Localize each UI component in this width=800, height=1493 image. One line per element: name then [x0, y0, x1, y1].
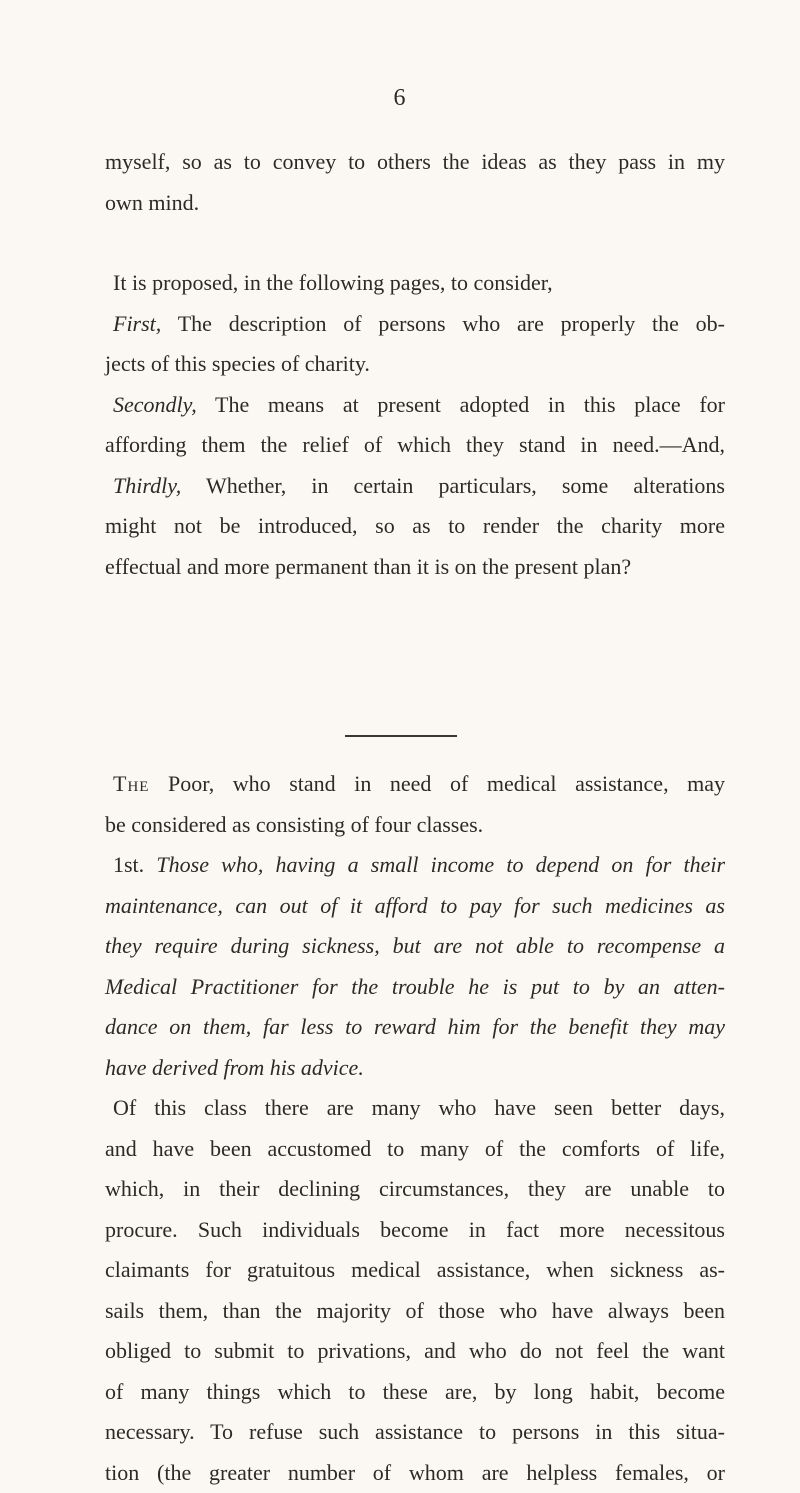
text-line: claimants for gratuitous medical assistance, when sickness as- [105, 1250, 725, 1291]
first-point-line [105, 304, 725, 345]
text-line: maintenance, can out of it afford to pay for such medicines as [105, 886, 725, 927]
text-line: own mind. [105, 183, 725, 224]
second-text: The means at present adopted in this place for [215, 392, 725, 417]
section-divider [345, 735, 457, 737]
first-label: First, [113, 311, 161, 336]
text-line: Medical Practitioner for the trouble he is put to by an atten- [105, 967, 725, 1008]
text-line: sails them, than the majority of those who have always been [105, 1291, 725, 1332]
text-line: be considered as consisting of four classes. [105, 805, 725, 846]
third-point-line [105, 466, 725, 507]
text-line: jects of this species of charity. [105, 344, 725, 385]
text-line: tion (the greater number of whom are helpless females, or [105, 1453, 725, 1493]
text-line: affording them the relief of which they stand in need.—And, [105, 425, 725, 466]
text-line: dance on them, far less to reward him for the benefit they may [105, 1007, 725, 1048]
text-line: have derived from his advice. [105, 1048, 725, 1089]
text-line: necessary. To refuse such assistance to persons in this situa- [105, 1412, 725, 1453]
text-line: of many things which to these are, by long habit, become [105, 1372, 725, 1413]
text-line: obliged to submit to privations, and who do not feel the want [105, 1331, 725, 1372]
class-number: 1st. [113, 852, 144, 877]
page-number: 6 [0, 85, 800, 112]
proposal-section [105, 263, 725, 587]
second-label: Secondly, [113, 392, 197, 417]
text-line: effectual and more permanent than it is on the present plan? [105, 547, 725, 588]
first-text: The description of persons who are properly the ob- [178, 311, 725, 336]
second-point-line [105, 385, 725, 426]
text-line: which, in their declining circumstances, they are unable to [105, 1169, 725, 1210]
first-class-text: Those who, having a small income to depend on for their [156, 852, 725, 877]
classes-first-text: Poor, who stand in need of medical assistance, may [168, 771, 725, 796]
text-line: might not be introduced, so as to render the charity more [105, 506, 725, 547]
text-line: myself, so as to convey to others the ideas as they pass in my [105, 142, 725, 183]
text-line: they require during sickness, but are not able to recompense a [105, 926, 725, 967]
first-class-line [105, 845, 725, 886]
text-line: procure. Such individuals become in fact more necessitous [105, 1210, 725, 1251]
third-label: Thirdly, [113, 473, 181, 498]
third-text: Whether, in certain particulars, some alterations [206, 473, 725, 498]
opening-paragraph [105, 142, 725, 223]
classes-section [105, 764, 725, 1493]
text-line: and have been accustomed to many of the comforts of life, [105, 1129, 725, 1170]
proposal-intro: It is proposed, in the following pages, to consider, [105, 263, 725, 304]
lead-word: The [113, 771, 149, 796]
text-line: Of this class there are many who have seen better days, [105, 1088, 725, 1129]
classes-first-line [105, 764, 725, 805]
